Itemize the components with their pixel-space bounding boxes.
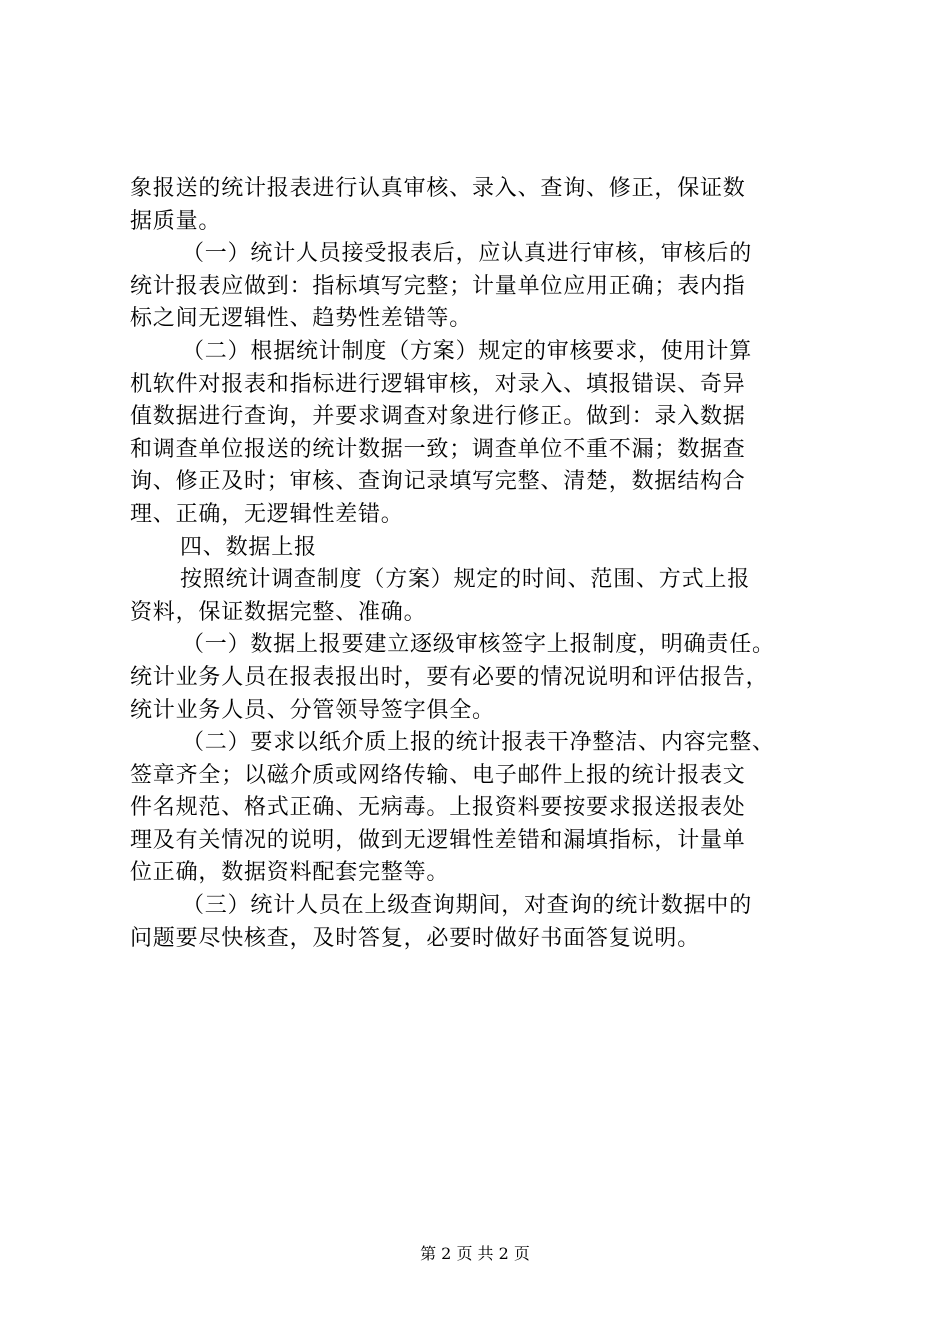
text-line: 统计业务人员、分管领导签字俱全。 (130, 697, 495, 723)
text-line: 和调查单位报送的统计数据一致；调查单位不重不漏；数据查 (130, 436, 746, 462)
document-body (130, 173, 830, 955)
page-footer (0, 1243, 950, 1265)
text-line: 值数据进行查询，并要求调查对象进行修正。做到：录入数据 (130, 404, 746, 430)
text-line: （二）要求以纸介质上报的统计报表干净整洁、内容完整、 (182, 730, 775, 756)
text-line: 象报送的统计报表进行认真审核、录入、查询、修正，保证数 (130, 176, 746, 201)
text-line: 询、修正及时；审核、查询记录填写完整、清楚，数据结构合 (130, 469, 746, 495)
text-line: 据质量。 (130, 208, 222, 234)
text-line: 理、正确，无逻辑性差错。 (130, 501, 404, 527)
section-heading: 四、数据上报 (180, 534, 317, 560)
text-line: （三）统计人员在上级查询期间，对查询的统计数据中的 (182, 893, 753, 919)
text-line: （一）统计人员接受报表后，应认真进行审核，审核后的 (182, 241, 753, 267)
text-line: 问题要尽快核查，及时答复，必要时做好书面答复说明。 (130, 925, 701, 951)
text-line: 位正确，数据资料配套完整等。 (130, 860, 450, 886)
text-line: 统计业务人员在报表报出时，要有必要的情况说明和评估报告， (130, 664, 769, 690)
text-line: 件名规范、格式正确、无病毒。上报资料要按要求报送报表处 (130, 795, 746, 821)
text-line: （一）数据上报要建立逐级审核签字上报制度，明确责任。 (182, 632, 775, 658)
text-line: 理及有关情况的说明，做到无逻辑性差错和漏填指标，计量单 (130, 827, 746, 853)
text-line: 统计报表应做到：指标填写完整；计量单位应用正确；表内指 (130, 273, 746, 299)
text-line: 机软件对报表和指标进行逻辑审核，对录入、填报错误、奇异 (130, 371, 746, 397)
text-line: 标之间无逻辑性、趋势性差错等。 (130, 306, 473, 332)
text-line: 按照统计调查制度（方案）规定的时间、范围、方式上报 (180, 567, 751, 593)
text-line: 资料，保证数据完整、准确。 (130, 599, 427, 625)
page-number: 第 2 页 共 2 页 (420, 1244, 530, 1263)
text-line: 签章齐全；以磁介质或网络传输、电子邮件上报的统计报表文 (130, 762, 746, 788)
text-line: （二）根据统计制度（方案）规定的审核要求，使用计算 (182, 338, 753, 364)
